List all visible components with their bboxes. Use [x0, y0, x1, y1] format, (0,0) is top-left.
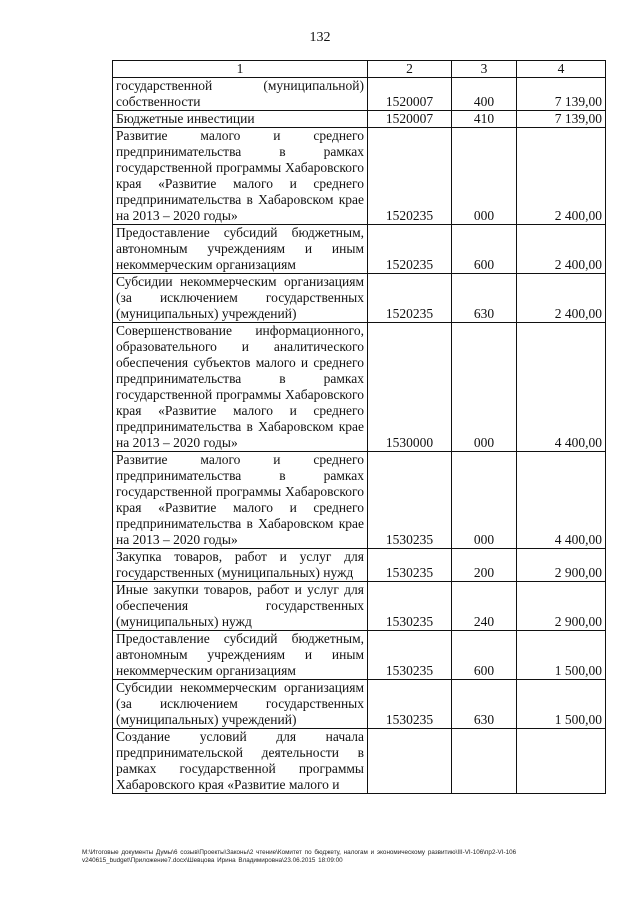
row-code: 1520235 — [368, 274, 452, 323]
row-code: 1530235 — [368, 582, 452, 631]
row-type: 000 — [452, 452, 517, 549]
row-code: 1530235 — [368, 452, 452, 549]
row-sum: 7 139,00 — [517, 111, 606, 128]
page-number: 132 — [309, 30, 331, 45]
table-row — [113, 111, 606, 128]
row-name: Закупка товаров, работ и услуг для государственных (муниципальных) нужд — [113, 549, 368, 582]
row-sum: 4 400,00 — [517, 323, 606, 452]
row-type: 000 — [452, 323, 517, 452]
table-row — [113, 78, 606, 111]
row-name: Бюджетные инвестиции — [113, 111, 368, 128]
table-row — [113, 452, 606, 549]
row-type: 630 — [452, 274, 517, 323]
column-header-name: 1 — [113, 61, 368, 78]
row-name: Создание условий для начала предпринимательской деятельности в рамках государственной программы Хабаровского края «Развитие малого и — [113, 729, 368, 794]
table-row — [113, 549, 606, 582]
row-sum: 2 400,00 — [517, 225, 606, 274]
row-sum: 7 139,00 — [517, 78, 606, 111]
table-row — [113, 128, 606, 225]
row-code: 1520007 — [368, 111, 452, 128]
column-header-code: 2 — [368, 61, 452, 78]
table-row — [113, 225, 606, 274]
row-type: 200 — [452, 549, 517, 582]
row-type: 240 — [452, 582, 517, 631]
row-type: 630 — [452, 680, 517, 729]
table-row — [113, 729, 606, 794]
row-type: 410 — [452, 111, 517, 128]
row-sum: 1 500,00 — [517, 631, 606, 680]
row-code — [368, 729, 452, 794]
row-name: Развитие малого и среднего предпринимательства в рамках государственной программы Хабаровского края «Развитие малого и среднего предпринимательства в Хабаровском крае на 2013 – 2020 годы» — [113, 128, 368, 225]
column-header-type: 3 — [452, 61, 517, 78]
row-code: 1530235 — [368, 631, 452, 680]
row-name: Развитие малого и среднего предпринимательства в рамках государственной программы Хабаровского края «Развитие малого и среднего предпринимательства в Хабаровском крае на 2013 – 2020 годы» — [113, 452, 368, 549]
row-code: 1520235 — [368, 128, 452, 225]
row-code: 1530000 — [368, 323, 452, 452]
row-name: Предоставление субсидий бюджетным, автономным учреждениям и иным некоммерческим организациям — [113, 225, 368, 274]
table-header-row — [113, 61, 606, 78]
row-code: 1530235 — [368, 680, 452, 729]
table-row — [113, 323, 606, 452]
table-row — [113, 680, 606, 729]
row-code: 1520235 — [368, 225, 452, 274]
row-name: Иные закупки товаров, работ и услуг для обеспечения государственных (муниципальных) нужд — [113, 582, 368, 631]
row-sum: 2 900,00 — [517, 582, 606, 631]
row-type: 000 — [452, 128, 517, 225]
row-sum: 1 500,00 — [517, 680, 606, 729]
row-name: Субсидии некоммерческим организациям (за исключением государственных (муниципальных) учреждений) — [113, 274, 368, 323]
row-type: 600 — [452, 225, 517, 274]
document-path-footer: M:\Итоговые документы Думы\6 созыв\Проекты\Законы\2 чтение\Комитет по бюджету, налогам и экономическому развитию\III-VI-106\пр2-VI-106 v240615_budget\Приложение7.docx\Шевцова Ирина Владимировна\23.06.2015 18:09:00 — [82, 849, 517, 864]
column-header-sum: 4 — [517, 61, 606, 78]
row-type: 400 — [452, 78, 517, 111]
row-sum: 2 400,00 — [517, 128, 606, 225]
row-sum: 2 900,00 — [517, 549, 606, 582]
row-type — [452, 729, 517, 794]
row-name: Совершенствование информационного, образовательного и аналитического обеспечения субъектов малого и среднего предпринимательства в рамках государственной программы Хабаровского края «Развитие малого и среднего предпринимательства в Хабаровском крае на 2013 – 2020 годы» — [113, 323, 368, 452]
row-sum: 2 400,00 — [517, 274, 606, 323]
budget-table — [112, 60, 606, 794]
row-sum — [517, 729, 606, 794]
row-code: 1530235 — [368, 549, 452, 582]
row-name: Субсидии некоммерческим организациям (за исключением государственных (муниципальных) учреждений) — [113, 680, 368, 729]
row-sum: 4 400,00 — [517, 452, 606, 549]
table-row — [113, 582, 606, 631]
row-type: 600 — [452, 631, 517, 680]
row-code: 1520007 — [368, 78, 452, 111]
row-name: Предоставление субсидий бюджетным, автономным учреждениям и иным некоммерческим организациям — [113, 631, 368, 680]
table-row — [113, 631, 606, 680]
table-row — [113, 274, 606, 323]
row-name: государственной (муниципальной) собственности — [113, 78, 368, 111]
